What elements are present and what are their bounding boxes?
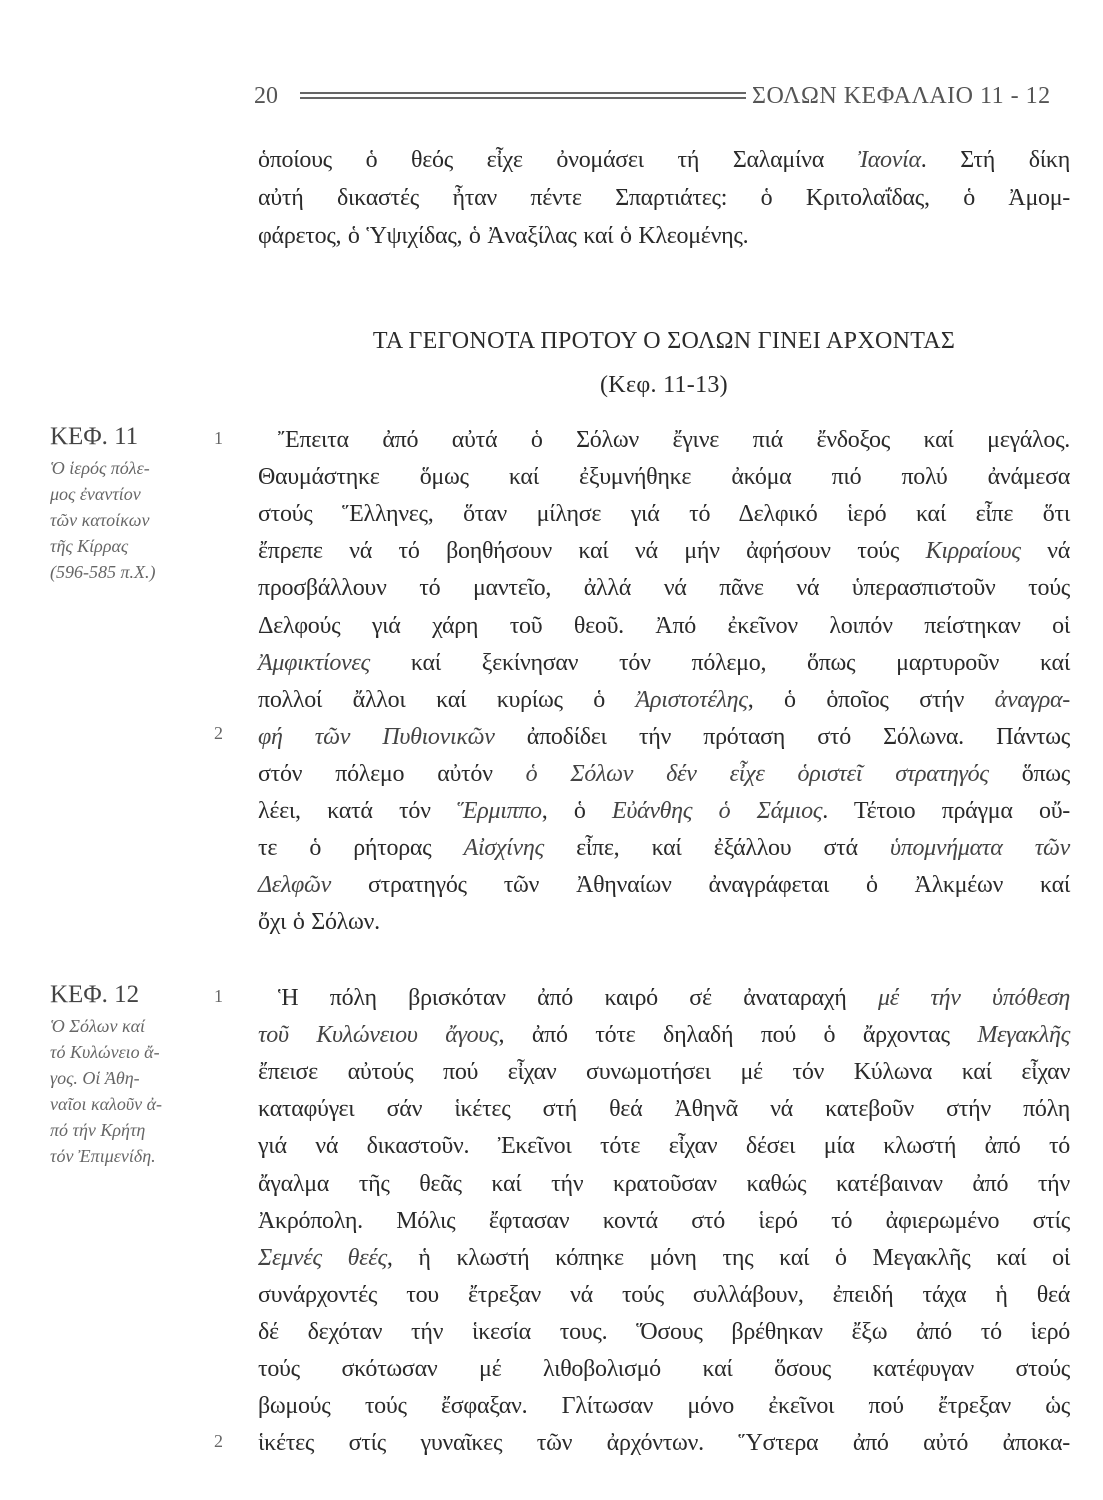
margin-note-line: (596-585 π.Χ.) xyxy=(50,562,156,582)
text-segment: νά xyxy=(1020,538,1071,565)
italic-text: Δελφῶν xyxy=(258,872,332,899)
text-segment: , ἀπό τότε δηλαδή πού ὁ ἄρχοντας xyxy=(498,1022,978,1049)
header-double-rule xyxy=(300,92,746,99)
italic-text: Ἕρμιππο xyxy=(457,798,542,824)
italic-text: Ἀριστοτέλης xyxy=(635,686,748,713)
text-segment: ἔπρεπε νά τό βοηθήσουν καί νά μήν ἀφήσουν τούς xyxy=(258,538,926,565)
italic-text: τοῦ Κυλώνειου ἄγους xyxy=(258,1022,499,1049)
text-line xyxy=(258,462,1070,492)
text-segment: Δελφούς γιά χάρη τοῦ θεοῦ. Ἀπό ἐκεῖνον λοιπόν πείστηκαν οἱ xyxy=(258,612,1070,639)
text-line xyxy=(258,1280,1070,1310)
italic-text: ἀναγρα- xyxy=(994,686,1070,713)
margin-note-line: ναῖοι καλοῦν ἀ- xyxy=(50,1094,163,1114)
italic-text: Ἀμφικτίονες xyxy=(258,649,370,676)
text-line xyxy=(258,1057,1070,1087)
text-segment: προσβάλλουν τό μαντεῖο, ἀλλά νά πᾶνε νά ὑπερασπιστοῦν τούς xyxy=(258,575,1070,602)
text-line xyxy=(258,722,1070,752)
text-segment: στούς Ἕλληνες, ὅταν μίλησε γιά τό Δελφικό ἱερό καί εἶπε ὅτι xyxy=(258,501,1070,528)
text-segment: πολλοί ἄλλοι καί κυρίως ὁ xyxy=(258,686,636,713)
text-segment: , ὁ xyxy=(541,798,612,824)
text-line xyxy=(258,1206,1070,1236)
text-segment: αὐτή δικαστές ἦταν πέντε Σπαρτιάτες: ὁ Κριτολαΐδας, ὁ Ἀμομ- xyxy=(258,185,1070,211)
text-line xyxy=(258,499,1070,529)
text-segment: Ἡ πόλη βρισκόταν ἀπό καιρό σέ ἀναταραχή xyxy=(278,985,878,1011)
text-line xyxy=(258,685,1070,715)
text-line xyxy=(258,1020,1070,1050)
text-line xyxy=(258,221,1070,251)
text-segment: τε ὁ ρήτορας xyxy=(258,835,464,862)
text-line xyxy=(258,536,1070,566)
italic-text: Σεμνές θεές xyxy=(258,1244,387,1271)
text-segment: ὁποίους ὁ θεός εἶχε ὀνομάσει τή Σαλαμίνα xyxy=(258,147,858,173)
italic-text: Μεγακλῆς xyxy=(977,1022,1071,1049)
text-segment: ὅπως xyxy=(988,760,1070,787)
text-segment: Θαυμάστηκε ὅμως καί ἐξυμνήθηκε ἀκόμα πιό πολύ ἀνάμεσα xyxy=(258,464,1070,491)
text-line xyxy=(258,796,1070,826)
text-segment: , ἡ κλωστή κόπηκε μόνη της καί ὁ Μεγακλῆς καί οἱ xyxy=(386,1244,1070,1271)
text-segment: Ἔπειτα ἀπό αὐτά ὁ Σόλων ἔγινε πιά ἔνδοξος καί μεγάλος. xyxy=(278,427,1070,453)
text-line xyxy=(258,1131,1070,1161)
italic-text: Ἰαονία xyxy=(857,147,921,173)
text-segment: . Τέτοιο πράγμα οὔ- xyxy=(822,798,1070,824)
text-segment: . Στή δίκη xyxy=(920,147,1070,173)
text-line xyxy=(278,983,1070,1013)
text-segment: λέει, κατά τόν xyxy=(258,798,458,824)
text-segment: ὄχι ὁ Σόλων. xyxy=(258,909,380,936)
text-line xyxy=(258,870,1070,900)
running-title: ΣΟΛΩΝ ΚΕΦΑΛΑΙΟ 11 - 12 xyxy=(752,83,1051,109)
italic-text: Αἰσχίνης xyxy=(463,835,544,862)
text-segment: ἱκέτες στίς γυναῖκες τῶν ἀρχόντων. Ὕστερα ἀπό αὐτό ἀποκα- xyxy=(258,1430,1070,1457)
section-heading: ΤΑ ΓΕΓΟΝΟΤΑ ΠΡΟΤΟΥ Ο ΣΟΛΩΝ ΓΙΝΕΙ ΑΡΧΟΝΤΑΣ xyxy=(372,328,956,354)
text-line xyxy=(258,1243,1070,1273)
margin-note-line: τῆς Κίρρας xyxy=(50,536,129,556)
text-line xyxy=(258,1169,1070,1199)
text-segment: τούς σκότωσαν μέ λιθοβολισμό καί ὅσους κατέφυγαν στούς xyxy=(258,1356,1070,1382)
paragraph-marker: 2 xyxy=(214,1431,223,1451)
text-segment: Ἀκρόπολη. Μόλις ἔφτασαν κοντά στό ἱερό τό ἀφιερωμένο στίς xyxy=(258,1207,1070,1234)
chapter-label: ΚΕΦ. 12 xyxy=(50,981,140,1008)
text-line xyxy=(258,145,1070,175)
text-segment: στόν πόλεμο αὐτόν xyxy=(258,760,526,787)
text-segment: ἔπεισε αὐτούς πού εἶχαν συνωμοτήσει μέ τόν Κύλωνα καί εἶχαν xyxy=(258,1059,1070,1086)
text-line xyxy=(258,1094,1070,1124)
text-segment: γιά νά δικαστοῦν. Ἐκεῖνοι τότε εἶχαν δέσει μία κλωστή ἀπό τό xyxy=(258,1133,1070,1160)
text-segment: , ὁ ὁποῖος στήν xyxy=(747,686,995,713)
text-line xyxy=(258,611,1070,641)
text-line xyxy=(258,183,1070,213)
text-line xyxy=(258,833,1070,863)
page-number: 20 xyxy=(254,83,278,109)
margin-note-line: τόν Ἐπιμενίδη. xyxy=(50,1146,156,1166)
text-segment: βωμούς τούς ἔσφαξαν. Γλίτωσαν μόνο ἐκεῖνοι πού ἔτρεξαν ὡς xyxy=(258,1393,1070,1420)
margin-note-line: μος ἐναντίον xyxy=(50,484,141,504)
text-line xyxy=(258,759,1070,789)
text-segment: ἀποδίδει τήν πρόταση στό Σόλωνα. Πάντως xyxy=(494,723,1071,750)
text-line xyxy=(258,573,1070,603)
text-line xyxy=(258,648,1070,678)
paragraph-marker: 1 xyxy=(214,986,223,1006)
chapter-label: ΚΕΦ. 11 xyxy=(50,423,139,450)
text-segment: καταφύγει σάν ἱκέτες στή θεά Ἀθηνᾶ νά κατεβοῦν στήν πόλη xyxy=(258,1096,1070,1123)
text-line xyxy=(258,907,1070,937)
text-segment: δέ δεχόταν τήν ἱκεσία τους. Ὅσους βρέθηκαν ἔξω ἀπό τό ἱερό xyxy=(258,1318,1070,1345)
text-segment: φάρετος, ὁ Ὑψιχίδας, ὁ Ἀναξίλας καί ὁ Κλεομένης. xyxy=(258,223,749,249)
text-line xyxy=(258,1391,1070,1421)
paragraph-marker: 2 xyxy=(214,723,223,743)
margin-note-line: Ὁ Σόλων καί xyxy=(50,1016,146,1036)
italic-text: ὁ Σόλων δέν εἶχε ὁριστεῖ στρατηγός xyxy=(525,760,989,787)
italic-text: μέ τήν ὑπόθεση xyxy=(877,985,1070,1011)
text-line xyxy=(278,425,1070,455)
section-subheading: (Κεφ. 11-13) xyxy=(600,372,728,398)
text-segment: ἄγαλμα τῆς θεᾶς καί τήν κρατοῦσαν καθώς κατέβαιναν ἀπό τήν xyxy=(258,1170,1070,1197)
paragraph-marker: 1 xyxy=(214,428,223,448)
margin-note-line: γος. Οἱ Ἀθη- xyxy=(50,1068,140,1088)
text-line xyxy=(258,1428,1070,1458)
italic-text: Κιρραίους xyxy=(925,538,1021,565)
italic-text: ὑπομνήματα τῶν xyxy=(890,835,1070,862)
text-line xyxy=(258,1354,1070,1384)
italic-text: φή τῶν Πυθιονικῶν xyxy=(258,723,495,750)
margin-note-line: τό Κυλώνειο ἄ- xyxy=(50,1042,160,1062)
italic-text: Εὐάνθης ὁ Σάμιος xyxy=(611,798,823,824)
margin-note-line: Ὁ ἱερός πόλε- xyxy=(50,458,150,478)
margin-note-line: πό τήν Κρήτη xyxy=(50,1120,146,1140)
text-segment: εἶπε, καί ἐξάλλου στά xyxy=(543,835,891,862)
margin-note-line: τῶν κατοίκων xyxy=(50,510,150,530)
text-segment: συνάρχοντές του ἔτρεξαν νά τούς συλλάβουν, ἐπειδή τάχα ἡ θεά xyxy=(258,1281,1070,1308)
text-line xyxy=(258,1317,1070,1347)
text-segment: καί ξεκίνησαν τόν πόλεμο, ὅπως μαρτυροῦν καί xyxy=(369,649,1070,676)
text-segment: στρατηγός τῶν Ἀθηναίων ἀναγράφεται ὁ Ἀλκμέων καί xyxy=(331,872,1070,899)
